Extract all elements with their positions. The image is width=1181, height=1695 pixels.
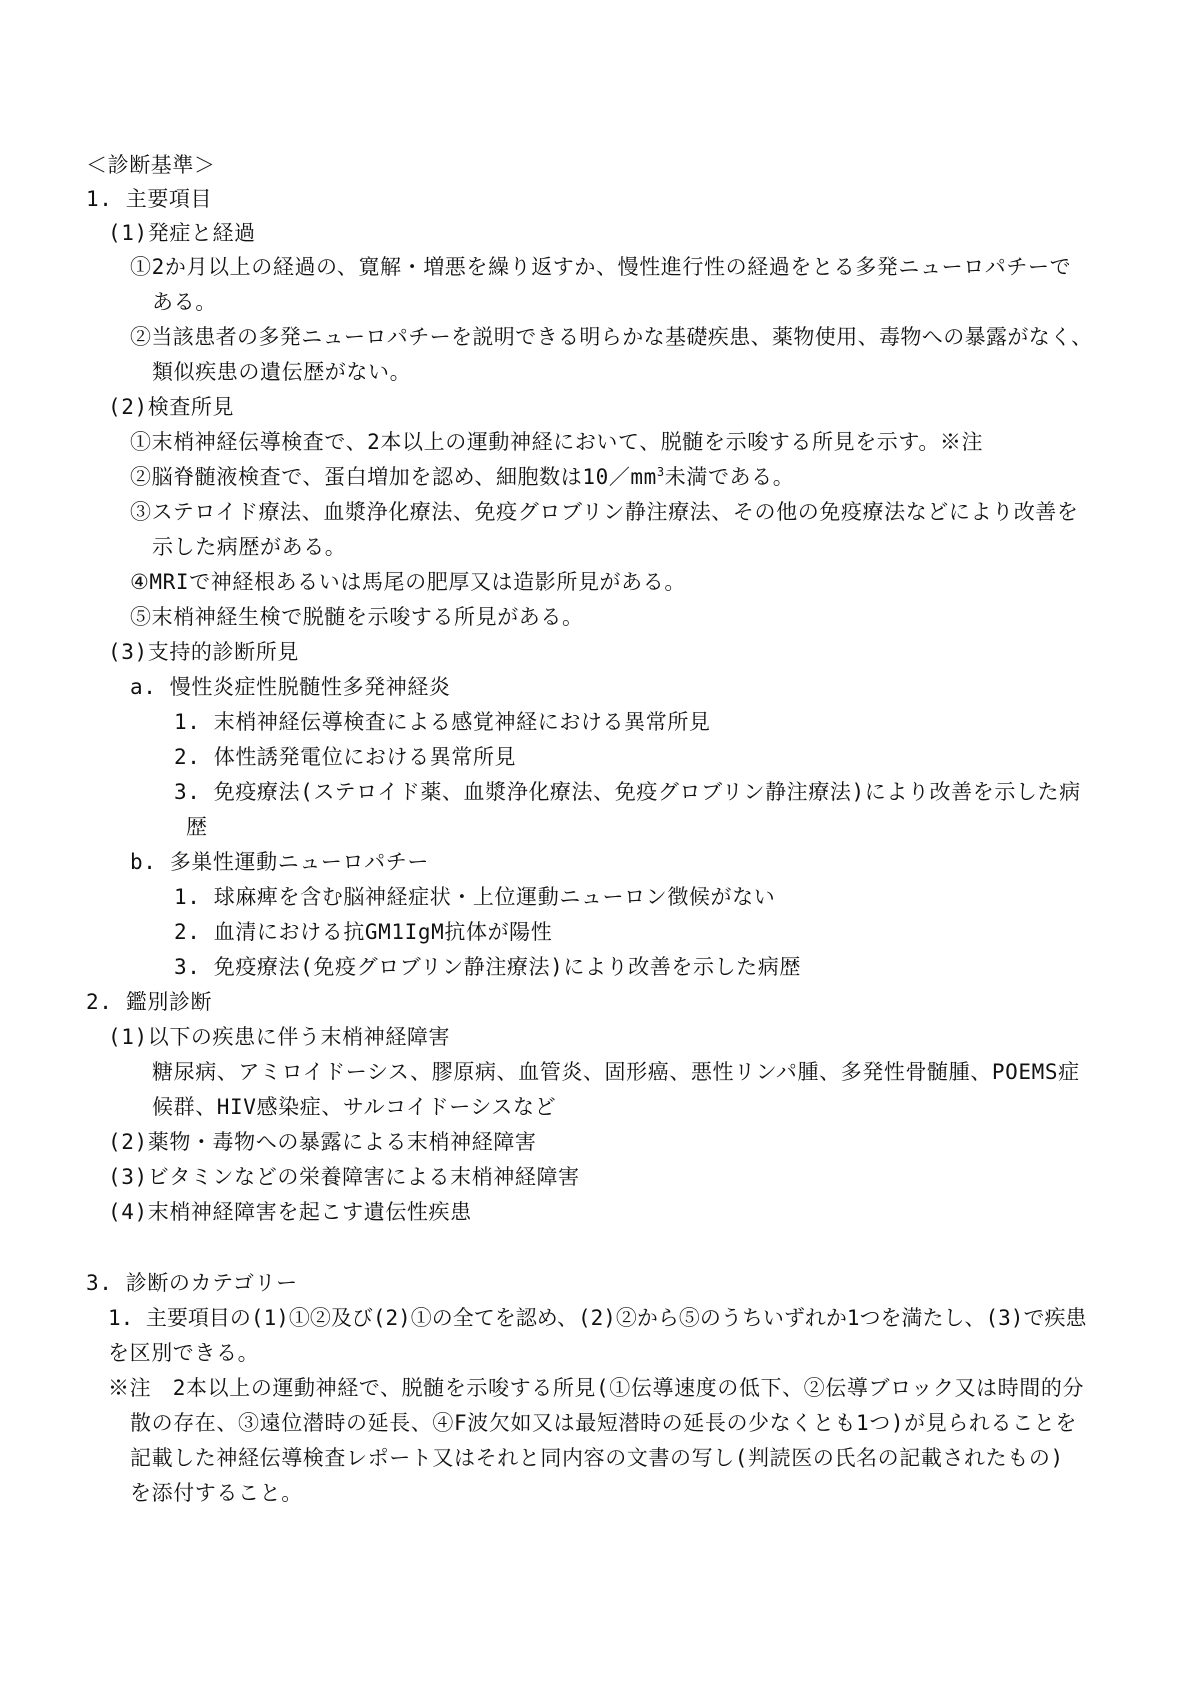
s1-p3-a-item3: 3. 免疫療法(ステロイド薬、血漿浄化療法、免疫グロブリン静注療法)により改善を示した病 <box>174 780 1081 804</box>
s1-p3-b-item2: 2. 血清における抗GM1IgM抗体が陽性 <box>174 920 553 944</box>
s2-p3: (3)ビタミンなどの栄養障害による末梢神経障害 <box>108 1165 580 1189</box>
s1-p2-item3-cont: 示した病歴がある。 <box>152 535 347 559</box>
doc-title: ＜診断基準＞ <box>86 153 216 177</box>
s3-note-cont-2: 記載した神経伝導検査レポート又はそれと同内容の文書の写し(判読医の氏名の記載されたもの) <box>130 1446 1064 1470</box>
s1-p1-item2: ②当該患者の多発ニューロパチーを説明できる明らかな基礎疾患、薬物使用、毒物への暴露がなく、 <box>130 325 1093 349</box>
s1-p1-item1-cont: ある。 <box>152 290 217 314</box>
s2-p1-body-cont: 候群、HIV感染症、サルコイドーシスなど <box>152 1095 557 1119</box>
s1-p2-item2-text: ②脳脊髄液検査で、蛋白増加を認め、細胞数は10／mm <box>130 465 657 489</box>
s1-p3-b-heading: b. 多巣性運動ニューロパチー <box>130 850 429 874</box>
s1-p1-heading: (1)発症と経過 <box>108 221 256 245</box>
s2-p1-heading: (1)以下の疾患に伴う末梢神経障害 <box>108 1025 451 1049</box>
s1-p3-heading: (3)支持的診断所見 <box>108 640 299 664</box>
s1-p2-item2 <box>130 462 794 492</box>
s1-p3-b-item1: 1. 球麻痺を含む脳神経症状・上位運動ニューロン徴候がない <box>174 885 776 909</box>
section-3-heading: 3. 診断のカテゴリー <box>86 1271 298 1295</box>
s1-p3-a-item1: 1. 末梢神経伝導検査による感覚神経における異常所見 <box>174 710 711 734</box>
s1-p3-a-heading: a. 慢性炎症性脱髄性多発神経炎 <box>130 675 451 699</box>
s3-note: ※注 2本以上の運動神経で、脱髄を示唆する所見(①伝導速度の低下、②伝導ブロック又は時間的分 <box>108 1376 1085 1400</box>
s1-p1-item2-cont: 類似疾患の遺伝歴がない。 <box>152 360 412 384</box>
section-2-heading: 2. 鑑別診断 <box>86 990 213 1014</box>
s3-item-cont: を区別できる。 <box>108 1341 260 1365</box>
s1-p2-item5: ⑤末梢神経生検で脱髄を示唆する所見がある。 <box>130 605 584 629</box>
s2-p1-body: 糖尿病、アミロイドーシス、膠原病、血管炎、固形癌、悪性リンパ腫、多発性骨髄腫、POEMS症 <box>152 1060 1080 1084</box>
s1-p2-heading: (2)検査所見 <box>108 395 235 419</box>
s1-p3-a-item2: 2. 体性誘発電位における異常所見 <box>174 745 517 769</box>
s1-p2-item4: ④MRIで神経根あるいは馬尾の肥厚又は造影所見がある。 <box>130 570 686 594</box>
s1-p1-item1: ①2か月以上の経過の、寛解・増悪を繰り返すか、慢性進行性の経過をとる多発ニューロパチーで <box>130 255 1072 279</box>
s2-p2: (2)薬物・毒物への暴露による末梢神経障害 <box>108 1130 537 1154</box>
s3-note-cont-1: 散の存在、③遠位潜時の延長、④F波欠如又は最短潜時の延長の少なくとも1つ)が見られることを <box>130 1411 1077 1435</box>
s3-note-cont-3: を添付すること。 <box>130 1481 303 1505</box>
superscript-3: 3 <box>656 465 665 479</box>
s2-p4: (4)末梢神経障害を起こす遺伝性疾患 <box>108 1200 472 1224</box>
s1-p3-b-item3: 3. 免疫療法(免疫グロブリン静注療法)により改善を示した病歴 <box>174 955 801 979</box>
s3-item: 1. 主要項目の(1)①②及び(2)①の全てを認め、(2)②から⑤のうちいずれか1つを満たし、(3)で疾患 <box>108 1306 1087 1330</box>
s1-p2-item3: ③ステロイド療法、血漿浄化療法、免疫グロブリン静注療法、その他の免疫療法などにより改善を <box>130 500 1079 524</box>
s1-p2-item2-text-end: 未満である。 <box>664 465 795 489</box>
section-1-heading: 1. 主要項目 <box>86 187 213 211</box>
s1-p3-a-item3-cont: 歴 <box>186 815 208 839</box>
s1-p2-item1: ①末梢神経伝導検査で、2本以上の運動神経において、脱髄を示唆する所見を示す。※注 <box>130 430 984 454</box>
